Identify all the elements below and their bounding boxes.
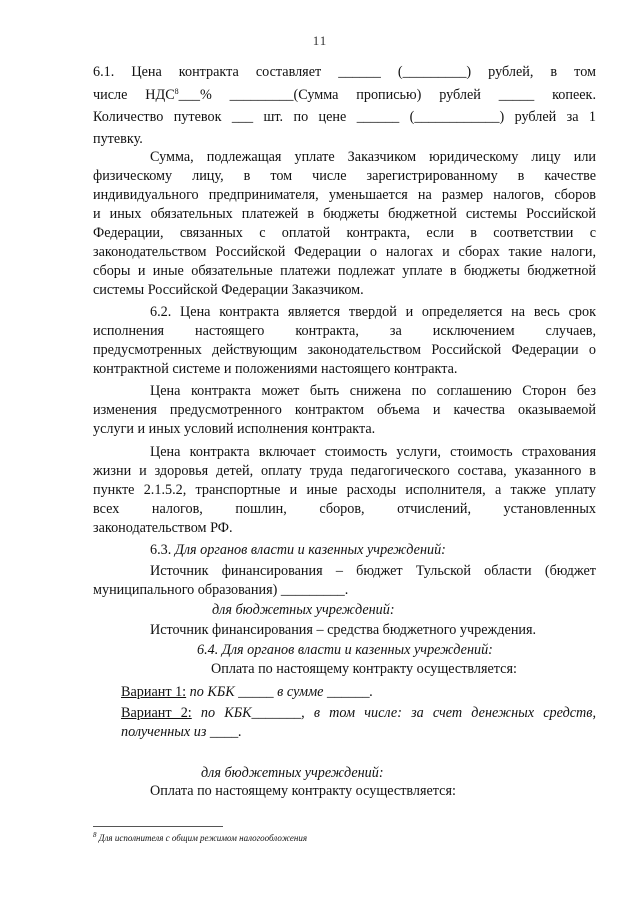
price-includes-line: всех налогов, пошлин, сборов, отчислений, установленных	[93, 501, 596, 517]
variant-1-label: Вариант 1:	[121, 684, 187, 700]
funding-source-line: муниципального образования) _________.	[93, 582, 349, 598]
tax-paragraph-line: Сумма, подлежащая уплате Заказчиком юридическому лицу или	[150, 149, 596, 165]
tax-paragraph-line: индивидуального предпринимателя, уменьшается на размер налогов, сборов	[93, 187, 596, 203]
clause-6-2-line: 6.2. Цена контракта является твердой и определяется на весь срок	[150, 304, 596, 320]
funding-source-budget-line: Источник финансирования – средства бюджетного учреждения.	[150, 622, 537, 638]
price-includes-line: пункте 2.1.5.2, транспортные и иные расходы исполнителя, а также уплату	[93, 482, 596, 498]
clause-6-2-line: предусмотренных действующим законодательством Российской Федерации о	[93, 342, 596, 358]
page-number: 11	[312, 33, 328, 48]
price-includes-line: жизни и здоровья детей, оплату труда педагогического состава, указанного в	[93, 463, 596, 479]
footnote-ref-8: 8	[174, 87, 179, 96]
clause-6-1-line: 6.1. Цена контракта составляет ______ (_________) рублей, в том	[93, 64, 596, 80]
footnote-text: Для исполнителя с общим режимом налогообложения	[98, 833, 307, 843]
footnote	[93, 833, 307, 843]
variant-2-text: по КБК_______, в том числе: за счет денежных средств,	[191, 705, 596, 721]
price-reduction-line: услуги и иных условий исполнения контракта.	[93, 421, 376, 437]
clause-6-3-title: Для органов власти и казенных учреждений:	[174, 542, 446, 558]
clause-6-3-heading	[150, 541, 446, 559]
tax-paragraph-line: и иных обязательных платежей в бюджеты бюджетной системы Российской	[93, 206, 596, 222]
clause-6-1-voucher-line: Количество путевок ___ шт. по цене ______ (____________) рублей за 1	[93, 109, 596, 125]
variant-2-continuation: полученных из ____.	[121, 724, 242, 740]
variant-2-line	[121, 704, 596, 722]
price-reduction-line: Цена контракта может быть снижена по соглашению Сторон без	[150, 383, 596, 399]
footnote-mark: 8	[93, 831, 97, 839]
clause-6-3-number: 6.3.	[150, 542, 175, 558]
variant-2-label: Вариант 2:	[121, 705, 192, 721]
price-includes-line: Цена контракта включает стоимость услуги, стоимость страхования	[150, 444, 596, 460]
clause-6-4-heading: 6.4. Для органов власти и казенных учреждений:	[197, 642, 493, 658]
tax-paragraph-line: сборы и иные обязательные платежи подлежат уплате в бюджеты бюджетной	[93, 263, 596, 279]
footnote-divider	[93, 826, 223, 827]
price-includes-line: законодательством РФ.	[93, 520, 233, 536]
tax-paragraph-line: физическому лицу, в том числе зарегистрированному в качестве	[93, 168, 596, 184]
vat-label: числе НДС	[93, 87, 175, 103]
clause-6-2-line: контрактной системе и положениями настоящего контракта.	[93, 361, 458, 377]
tax-paragraph-line: системы Российской Федерации Заказчиком.	[93, 282, 364, 298]
variant-1-line	[121, 683, 373, 701]
vat-rest: ___% _________(Сумма прописью) рублей _____ копеек.	[178, 87, 596, 103]
tax-paragraph-line: Федерации, связанных с оплатой контракта, если в соответствии с	[93, 225, 596, 241]
clause-6-1-vat-line	[93, 86, 596, 104]
funding-source-line: Источник финансирования – бюджет Тульской области (бюджет	[150, 563, 596, 579]
clause-6-2-line: исполнения настоящего контракта, за исключением случаев,	[93, 323, 596, 339]
tax-paragraph-line: законодательством Российской Федерации о налогах и сборах такие налоги,	[93, 244, 596, 260]
budget-institutions-heading-2: для бюджетных учреждений:	[201, 765, 384, 781]
variant-1-text: по КБК _____ в сумме ______.	[186, 684, 374, 700]
price-reduction-line: изменения предусмотренного контрактом объема и качества оказываемой	[93, 402, 596, 418]
payment-intro-line-2: Оплата по настоящему контракту осуществляется:	[150, 783, 456, 799]
payment-intro-line: Оплата по настоящему контракту осуществляется:	[211, 661, 517, 677]
clause-6-1-end: путевку.	[93, 131, 143, 147]
budget-institutions-heading: для бюджетных учреждений:	[212, 602, 395, 618]
